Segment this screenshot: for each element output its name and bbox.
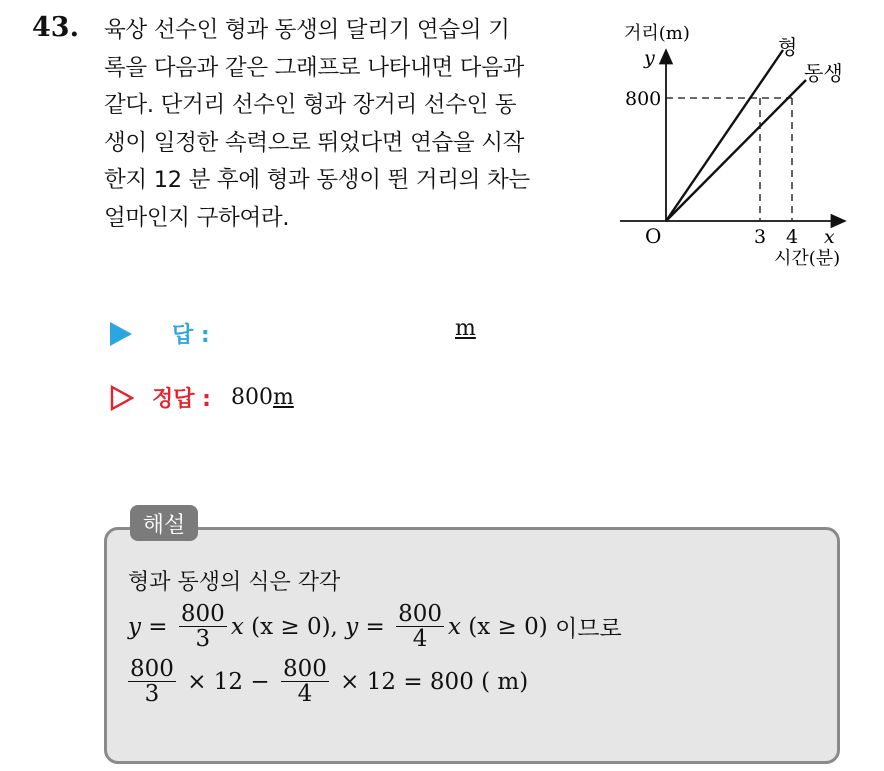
question-number: 43.	[32, 12, 79, 43]
eq1-y2: y	[345, 613, 359, 640]
eq2-middle: × 12 −	[179, 668, 277, 695]
younger-brother-label: 동생	[804, 61, 843, 85]
x-tick-4: 4	[786, 226, 799, 248]
eq1-condition-2: (x ≥ 0)	[460, 613, 556, 640]
question-line: 육상 선수인 형과 동생의 달리기 연습의 기	[104, 17, 510, 43]
x-tick-3: 3	[754, 226, 767, 248]
eq1-condition-1: (x ≥ 0),	[243, 613, 346, 640]
correct-answer-label: 정답 :	[152, 387, 211, 412]
answer-triangle-icon	[110, 322, 132, 346]
origin-label: O	[645, 224, 662, 248]
eq2-fraction-1	[128, 657, 176, 706]
solution-equation-1	[128, 602, 622, 651]
answer-unit: m	[455, 316, 476, 341]
correct-triangle-icon	[110, 385, 134, 411]
younger-brother-line	[666, 80, 806, 221]
eq1-frac2-denominator: 4	[412, 626, 428, 653]
y-tick-800: 800	[625, 88, 662, 110]
eq1-y1: y	[128, 613, 141, 640]
x-var-label: x	[824, 226, 835, 248]
eq1-frac1-denominator: 3	[195, 626, 211, 653]
question-line: 생이 일정한 속력으로 뛰었다면 연습을 시작	[104, 129, 525, 156]
y-var-label: y	[644, 47, 655, 69]
solution-equation-2	[128, 657, 622, 706]
distance-time-graph	[600, 14, 860, 274]
solution-content	[128, 565, 622, 707]
question-text	[104, 12, 592, 237]
eq1-x1: x	[230, 613, 244, 640]
eq1-fraction-2	[396, 602, 444, 651]
eq2-end: × 12 = 800 ( m)	[332, 668, 529, 695]
correct-answer-unit: m	[272, 385, 294, 410]
older-brother-label: 형	[778, 35, 798, 59]
eq1-tail: 이므로	[555, 616, 622, 643]
question-line: 같다. 단거리 선수인 형과 장거리 선수인 동	[104, 92, 517, 118]
answer-row	[110, 316, 476, 349]
eq1-frac2-numerator: 800	[398, 601, 442, 627]
eq2-frac1-denominator: 3	[144, 681, 160, 708]
correct-answer-row	[110, 382, 294, 413]
solution-tag: 해설	[130, 505, 198, 541]
eq1-x2: x	[448, 613, 461, 640]
eq1-frac1-numerator: 800	[180, 601, 225, 627]
eq2-frac2-numerator: 800	[282, 656, 327, 683]
question-line: 얼마인지 구하여라.	[104, 204, 290, 231]
eq2-frac1-numerator: 800	[130, 656, 174, 683]
eq1-fraction-1	[179, 602, 227, 651]
question-line: 록을 다음과 같은 그래프로 나타내면 다음과	[104, 54, 525, 81]
answer-label: 답 :	[172, 323, 210, 348]
question-line: 한지 12 분 후에 형과 동생이 뛴 거리의 차는	[104, 167, 530, 193]
correct-answer-value: 800	[230, 385, 273, 410]
x-axis-title: 시간(분)	[774, 248, 841, 269]
solution-line-1: 형과 동생의 식은 각각	[128, 570, 341, 595]
y-axis-title: 거리(m)	[624, 23, 690, 44]
older-brother-line	[666, 50, 783, 221]
eq2-frac2-denominator: 4	[297, 681, 313, 708]
eq1-equals-2: =	[358, 613, 393, 640]
eq1-equals: =	[141, 613, 175, 640]
eq2-fraction-2	[281, 657, 329, 706]
